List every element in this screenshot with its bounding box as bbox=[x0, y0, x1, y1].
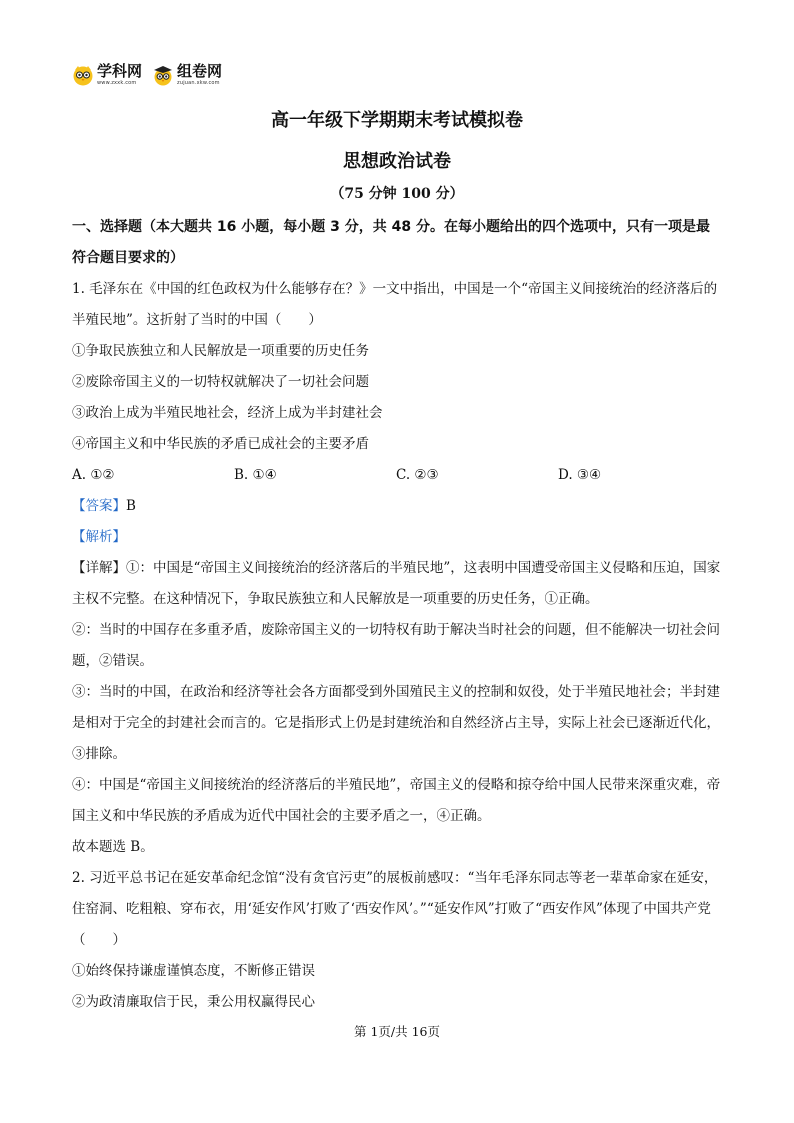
owl-graduate-icon bbox=[152, 64, 174, 86]
question-2-item: ②为政清廉取信于民，秉公用权赢得民心 bbox=[72, 994, 315, 1010]
detail-label: 【详解】 bbox=[72, 560, 126, 576]
logo-zxxk bbox=[72, 64, 142, 86]
detail-1 bbox=[72, 553, 722, 615]
logo-url: zujuan.xkw.com bbox=[177, 80, 220, 86]
detail-text: ①：中国是“帝国主义间接统治的经济落后的半殖民地”，这表明中国遭受帝国主义侵略和压迫，国家主权不完整。在这种情况下，争取民族独立和人民解放是一项重要的历史任务，①正确。 bbox=[72, 560, 721, 607]
exam-meta: （75 分钟 100 分） bbox=[330, 186, 464, 202]
page-footer: 第 1页/共 16页 bbox=[353, 1024, 441, 1039]
option-b: B. ①④ bbox=[234, 467, 277, 483]
option-c: C. ②③ bbox=[396, 467, 439, 483]
question-2-item: ①始终保持谦虚谨慎态度，不断修正错误 bbox=[72, 963, 315, 979]
answer-label: 【答案】 bbox=[72, 498, 126, 514]
option-d: D. ③④ bbox=[558, 467, 602, 483]
question-1-item: ②废除帝国主义的一切特权就解决了一切社会问题 bbox=[72, 374, 369, 390]
conclusion: 故本题选 B。 bbox=[72, 839, 154, 855]
exam-subtitle: 思想政治试卷 bbox=[343, 151, 451, 172]
question-1-item: ④帝国主义和中华民族的矛盾已成社会的主要矛盾 bbox=[72, 436, 369, 452]
logo-name: 学科网 bbox=[97, 62, 143, 80]
logo-url: www.zxxk.com bbox=[97, 80, 137, 86]
document-body bbox=[72, 100, 722, 1018]
owl-icon bbox=[72, 64, 94, 86]
question-2-stem: 2. 习近平总书记在延安革命纪念馆“没有贪官污吏”的展板前感叹：“当年毛泽东同志等老一辈革命家在延安，住窑洞、吃粗粮、穿布衣，用‘延安作风’打败了‘西安作风’。”“延安作风”打败了“西安作风”体现了中国共产党（ ） bbox=[72, 870, 718, 948]
question-1-item: ①争取民族独立和人民解放是一项重要的历史任务 bbox=[72, 343, 369, 359]
logo-zujuan bbox=[152, 64, 222, 86]
header-logos bbox=[72, 58, 222, 92]
logo-name: 组卷网 bbox=[177, 62, 223, 80]
answer-value: B bbox=[126, 498, 136, 514]
analysis-label: 【解析】 bbox=[72, 529, 126, 545]
section-heading: 一、选择题（本大题共 16 小题，每小题 3 分，共 48 分。在每小题给出的四个选项中，只有一项是最符合题目要求的） bbox=[72, 219, 710, 266]
question-1-stem: 1. 毛泽东在《中国的红色政权为什么能够存在？》一文中指出，中国是一个“帝国主义间接统治的经济落后的半殖民地”。这折射了当时的中国（ ） bbox=[72, 281, 718, 328]
detail-4: ④：中国是“帝国主义间接统治的经济落后的半殖民地”，帝国主义的侵略和掠夺给中国人民带来深重灾难，帝国主义和中华民族的矛盾成为近代中国社会的主要矛盾之一，④正确。 bbox=[72, 777, 721, 824]
analysis-line bbox=[72, 522, 722, 553]
question-1-options bbox=[72, 460, 722, 491]
detail-3: ③：当时的中国，在政治和经济等社会各方面都受到外国殖民主义的控制和奴役，处于半殖民地社会；半封建是相对于完全的封建社会而言的。它是指形式上仍是封建统治和自然经济占主导，实际上社会已逐渐近代化，③排除。 bbox=[72, 684, 720, 762]
option-a: A. ①② bbox=[72, 467, 115, 483]
answer-line bbox=[72, 491, 722, 522]
exam-title: 高一年级下学期期末考试模拟卷 bbox=[271, 110, 523, 131]
question-1-item: ③政治上成为半殖民地社会，经济上成为半封建社会 bbox=[72, 405, 383, 421]
detail-2: ②：当时的中国存在多重矛盾，废除帝国主义的一切特权有助于解决当时社会的问题，但不能解决一切社会问题，②错误。 bbox=[72, 622, 720, 669]
